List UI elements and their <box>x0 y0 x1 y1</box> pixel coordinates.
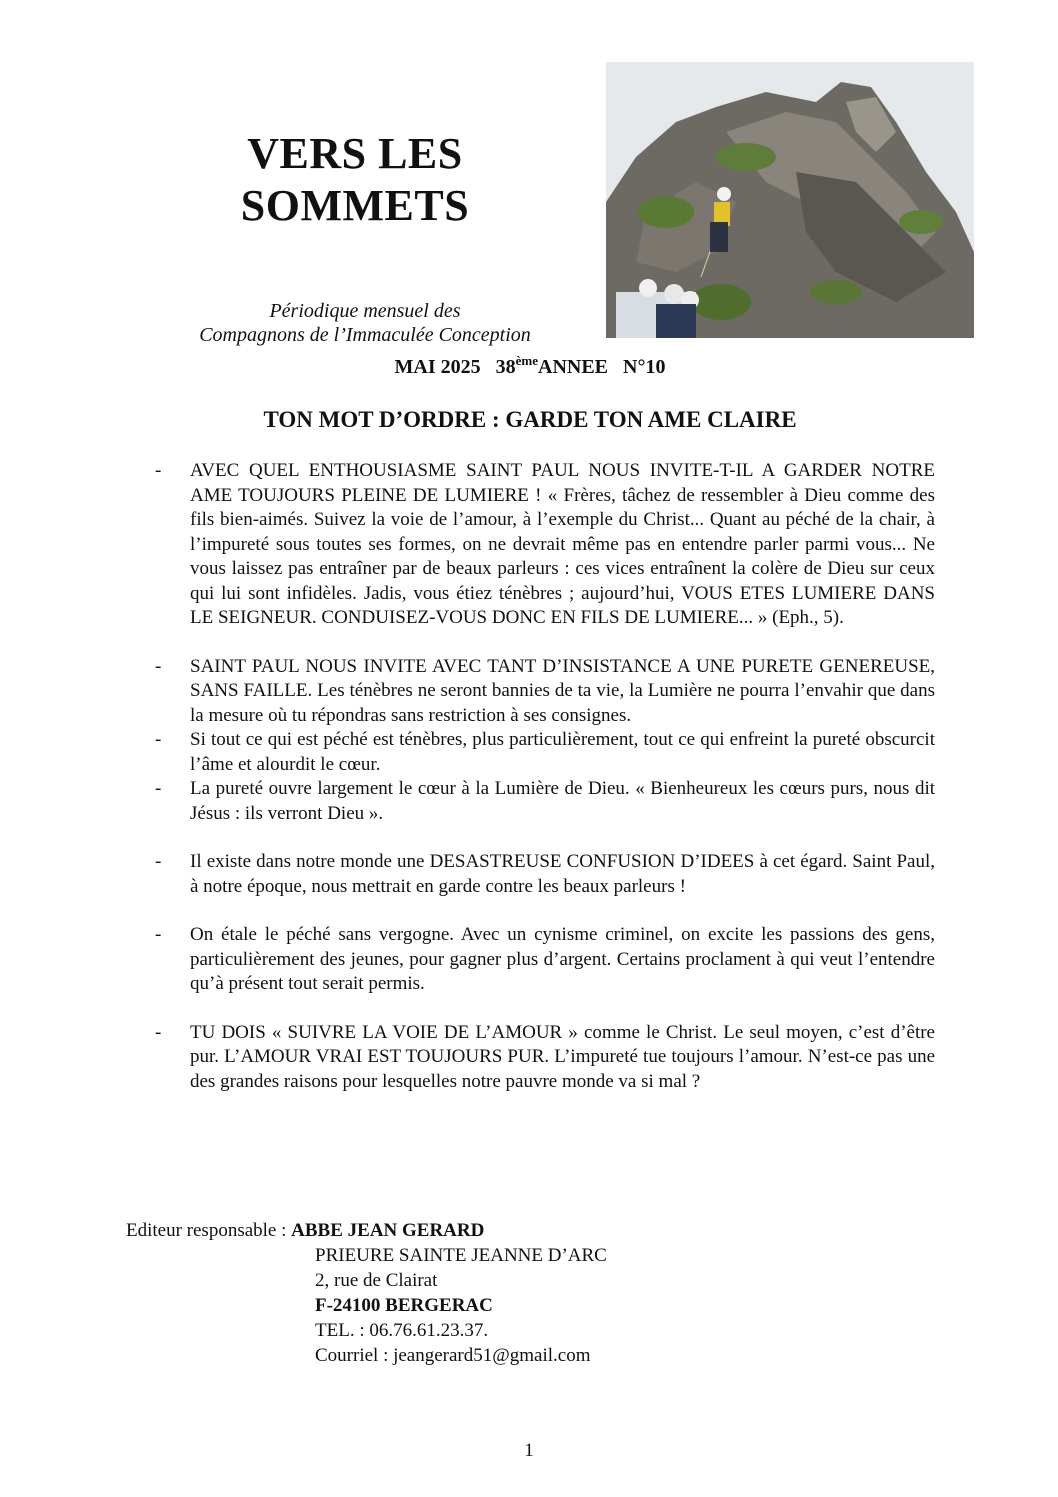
bullet-dash: - <box>155 460 162 481</box>
editor-name: ABBE JEAN GERARD <box>291 1220 485 1241</box>
list-item <box>155 923 935 997</box>
paragraph-7: TU DOIS « SUIVRE LA VOIE DE L’AMOUR » comme le Christ. Le seul moyen, c’est d’être pur. L’AMOUR VRAI EST TOUJOURS PUR. L’impureté tue toujours l’amour. N’est-ce pas une des grandes raisons pour lesquelles notre pauvre monde va si mal ? <box>190 1021 935 1092</box>
page-number: 1 <box>524 1440 534 1461</box>
editor-line <box>126 1218 484 1243</box>
address-line-1: PRIEURE SAINTE JEANNE D’ARC <box>315 1245 607 1266</box>
paragraph-5: Il existe dans notre monde une DESASTREUSE CONFUSION D’IDEES à cet égard. Saint Paul, à notre époque, nous mettrait en garde contre les beaux parleurs ! <box>190 851 935 897</box>
bullet-dash: - <box>155 924 162 945</box>
address-block <box>315 1243 607 1368</box>
title-line-2: SOMMETS <box>240 181 470 230</box>
bullet-dash: - <box>155 1021 162 1043</box>
subtitle-line-2: Compagnons de l’Immaculée Conception <box>199 324 531 346</box>
title-line-1: VERS LES <box>247 129 463 178</box>
editor-label: Editeur responsable : <box>126 1220 292 1241</box>
issue-year-superscript: ème <box>515 353 538 368</box>
bullet-dash: - <box>155 655 162 677</box>
bullet-dash: - <box>155 778 162 799</box>
list-item <box>155 777 935 826</box>
paragraph-1: AVEC QUEL ENTHOUSIASME SAINT PAUL NOUS INVITE-T-IL A GARDER NOTRE AME TOUJOURS PLEINE DE LUMIERE ! « Frères, tâchez de ressembler à Dieu comme des fils bien-aimés. Suivez la voie de l’amour, à l’exemple du Christ... Quant au péché de la chair, à l’impureté sous toutes ses formes, on ne devrait même pas en entendre parler parmi vous... Ne vous laissez pas entraîner par de beaux parleurs : ces vices entraînent la colère de Dieu sur ceux qui lui sont infidèles. Jadis, vous étiez ténèbres ; aujourd’hui, VOUS ETES LUMIERE DANS LE SEIGNEUR. CONDUISEZ-VOUS DONC EN FILS DE LUMIERE... » (Eph., 5). <box>190 460 935 628</box>
issue-number: N°10 <box>623 356 666 378</box>
paragraph-4: La pureté ouvre largement le cœur à la Lumière de Dieu. « Bienheureux les cœurs purs, nous dit Jésus : ils verront Dieu ». <box>190 778 935 824</box>
article-heading: TON MOT D’ORDRE : GARDE TON AME CLAIRE <box>263 407 797 432</box>
bullet-dash: - <box>155 729 162 750</box>
issue-year-label: ANNEE <box>538 356 609 378</box>
list-item <box>155 655 935 729</box>
list-item <box>155 459 935 631</box>
list-item <box>155 850 935 899</box>
issue-date: MAI 2025 <box>394 356 481 378</box>
list-item <box>155 728 935 777</box>
paragraph-3: Si tout ce qui est péché est ténèbres, plus particulièrement, tout ce qui enfreint la pureté obscurcit l’âme et alourdit le cœur. <box>190 729 935 775</box>
paragraph-2: SAINT PAUL NOUS INVITE AVEC TANT D’INSISTANCE A UNE PURETE GENEREUSE, SANS FAILLE. Les ténèbres ne seront bannies de ta vie, la Lumière ne pourra l’envahir que dans la mesure où tu répondras sans restriction à ses consignes. <box>190 655 935 726</box>
issue-year-number: 38 <box>495 356 516 378</box>
bullet-dash: - <box>155 851 162 872</box>
address-line-3: F-24100 BERGERAC <box>315 1295 493 1316</box>
email-address: Courriel : jeangerard51@gmail.com <box>315 1345 591 1366</box>
phone-number: TEL. : 06.76.61.23.37. <box>315 1320 489 1341</box>
issue-info <box>300 347 760 381</box>
subtitle-line-1: Périodique mensuel des <box>269 300 461 322</box>
address-line-2: 2, rue de Clairat <box>315 1270 438 1291</box>
list-item <box>155 1021 935 1095</box>
newsletter-title <box>190 128 520 232</box>
climbing-photo-image <box>606 62 974 338</box>
newsletter-subtitle <box>150 299 580 347</box>
rock-climbers-photo <box>606 62 974 338</box>
article-body <box>155 459 935 1094</box>
paragraph-6: On étale le péché sans vergogne. Avec un cynisme criminel, on excite les passions des gens, particulièrement des jeunes, pour gagner plus d’argent. Certains proclament à qui veut l’entendre qu’à présent tout serait permis. <box>190 924 935 994</box>
